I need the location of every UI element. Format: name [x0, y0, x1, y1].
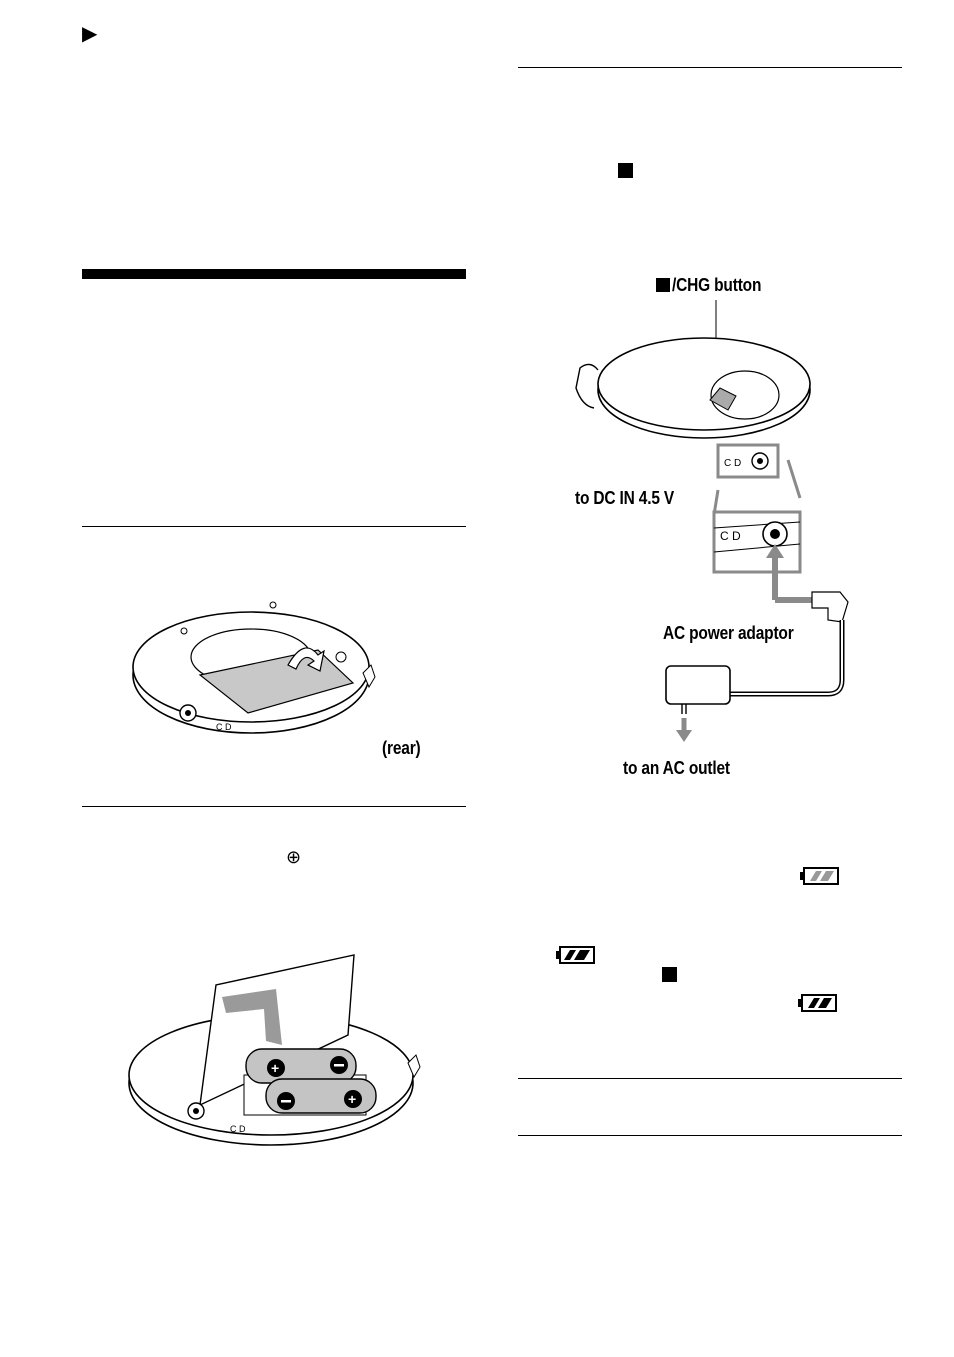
battery-indicator-icon [556, 945, 596, 965]
section-divider [82, 806, 466, 807]
section-divider [82, 526, 466, 527]
rear-caption: (rear) [382, 738, 421, 758]
svg-text:C D: C D [724, 458, 742, 469]
stop-square-icon [662, 967, 677, 982]
battery-insertion-illustration [126, 955, 426, 1155]
ac-outlet-label: to an AC outlet [623, 758, 730, 778]
dc-in-label: to DC IN 4.5 V [575, 488, 675, 508]
stop-chg-button-label: /CHG button [672, 275, 762, 295]
player-rear-illustration [128, 595, 388, 745]
section-divider [518, 1078, 902, 1079]
svg-text:C D: C D [720, 529, 741, 543]
svg-text:+: + [348, 1091, 357, 1107]
svg-text:C D: C D [230, 1124, 246, 1134]
svg-text:C D: C D [216, 722, 232, 732]
section-heading-bar [82, 269, 466, 279]
stop-square-icon [618, 163, 633, 178]
stop-square-icon [656, 278, 670, 292]
svg-text:+: + [271, 1060, 280, 1076]
plus-terminal-symbol: ⊕ [286, 847, 302, 867]
section-divider [518, 67, 902, 68]
battery-indicator-icon [800, 866, 840, 886]
battery-indicator-icon [798, 993, 838, 1013]
section-divider [518, 1135, 902, 1136]
charging-illustration [570, 300, 870, 750]
ac-adaptor-label: AC power adaptor [663, 623, 794, 643]
play-marker-icon: ▶ [82, 23, 98, 45]
